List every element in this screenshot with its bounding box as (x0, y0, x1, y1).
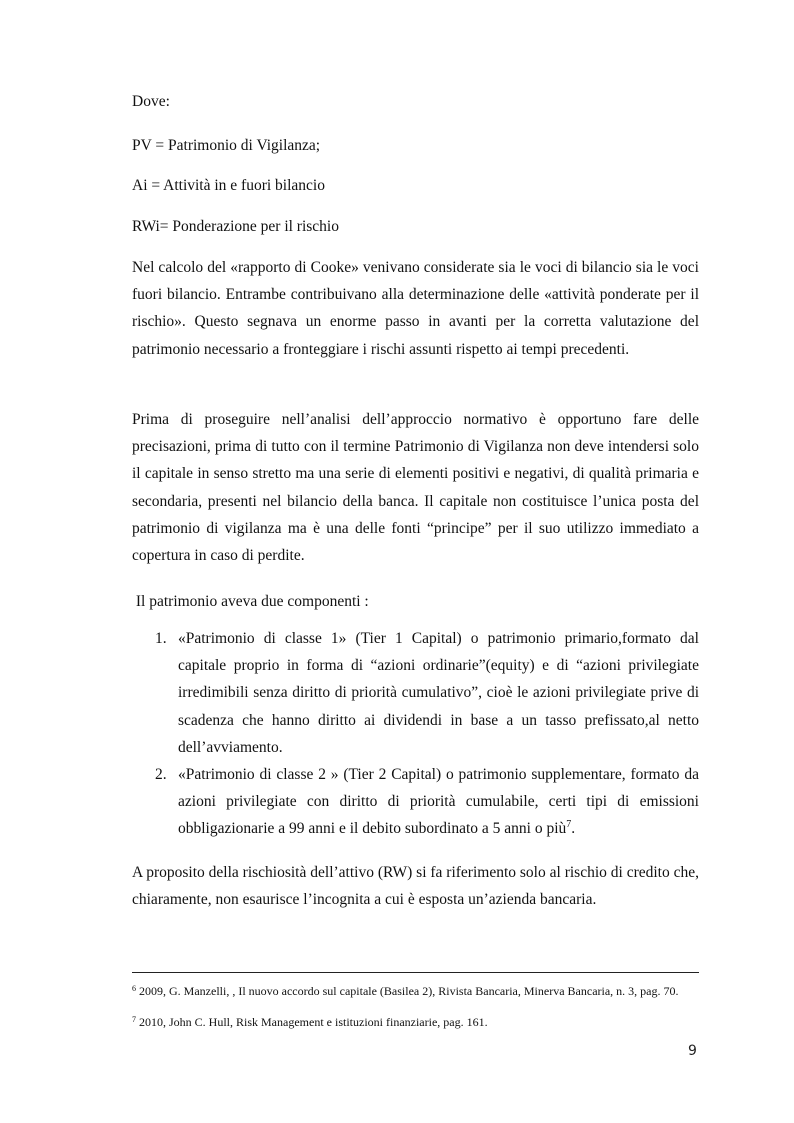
definition-pv: PV = Patrimonio di Vigilanza; (132, 137, 321, 154)
page-number: 9 (688, 1043, 697, 1059)
list-item-suffix: . (571, 820, 576, 838)
list-item-text: «Patrimonio di classe 1» (Tier 1 Capital) o patrimonio primario,formato dal capitale proprio in forma di “azioni ordinarie”(equity) e di “azioni privilegiate irredimibili senza diritto di priorità cumulativo”, cioè le azioni privilegiate prive di scadenza che hanno diritto ai dividendi in base a un tasso prefissato,al netto dell’avviamento. (178, 630, 699, 756)
definition-intro: Dove: (132, 93, 170, 110)
definition-rwi: RWi= Ponderazione per il rischio (132, 218, 339, 235)
list-item-text: «Patrimonio di classe 2 » (Tier 2 Capital) o patrimonio supplementare, formato da azioni privilegiate con diritto di priorità cumulabile, certi tipi di emissioni obbligazionarie a 99 anni e il debito subordinato a 5 anni o più (178, 766, 699, 838)
footnote (132, 1015, 699, 1030)
footnote-reference[interactable]: 7 (566, 819, 572, 831)
footnote-separator (132, 972, 699, 973)
paragraph-precisazioni: Prima di proseguire nell’analisi dell’approccio normativo è opportuno fare delle precisazioni, prima di tutto con il termine Patrimonio di Vigilanza non deve intendersi solo il capitale in senso stretto ma una serie di elementi positivi e negativi, di qualità primaria e secondaria, presenti nel bilancio della banca. Il capitale non costituisce l’unica posta del patrimonio di vigilanza ma è una delle fonti “principe” per il suo utilizzo immediato a copertura in caso di perdite. (132, 411, 699, 565)
paragraph-cooke: Nel calcolo del «rapporto di Cooke» venivano considerate sia le voci di bilancio sia le voci fuori bilancio. Entrambe contribuivano alla determinazione delle «attività ponderate per il rischio». Questo segnava un enorme passo in avanti per la corretta valutazione del patrimonio necessario a fronteggiare i rischi assunti rispetto ai tempi precedenti. (132, 259, 699, 358)
definition-ai: Ai = Attività in e fuori bilancio (132, 177, 325, 194)
footnote-mark: 7 (132, 1015, 136, 1024)
list-item-number: 1. (155, 630, 167, 647)
footnote-text: 2010, John C. Hull, Risk Management e istituzioni finanziarie, pag. 161. (136, 1015, 488, 1029)
components-list (132, 625, 699, 843)
paragraph-components-intro: Il patrimonio aveva due componenti : (132, 593, 369, 610)
footnote-text: 2009, G. Manzelli, , Il nuovo accordo sul capitale (Basilea 2), Rivista Bancaria, Minerva Bancaria, n. 3, pag. 70. (136, 984, 679, 998)
footnote-mark: 6 (132, 984, 136, 993)
list-item (132, 761, 699, 843)
paragraph-rischiosita: A proposito della rischiosità dell’attivo (RW) si fa riferimento solo al rischio di credito che, chiaramente, non esaurisce l’incognita a cui è esposta un’azienda bancaria. (132, 864, 699, 909)
list-item-number: 2. (155, 766, 167, 784)
footnote (132, 984, 699, 999)
list-item (132, 625, 699, 761)
